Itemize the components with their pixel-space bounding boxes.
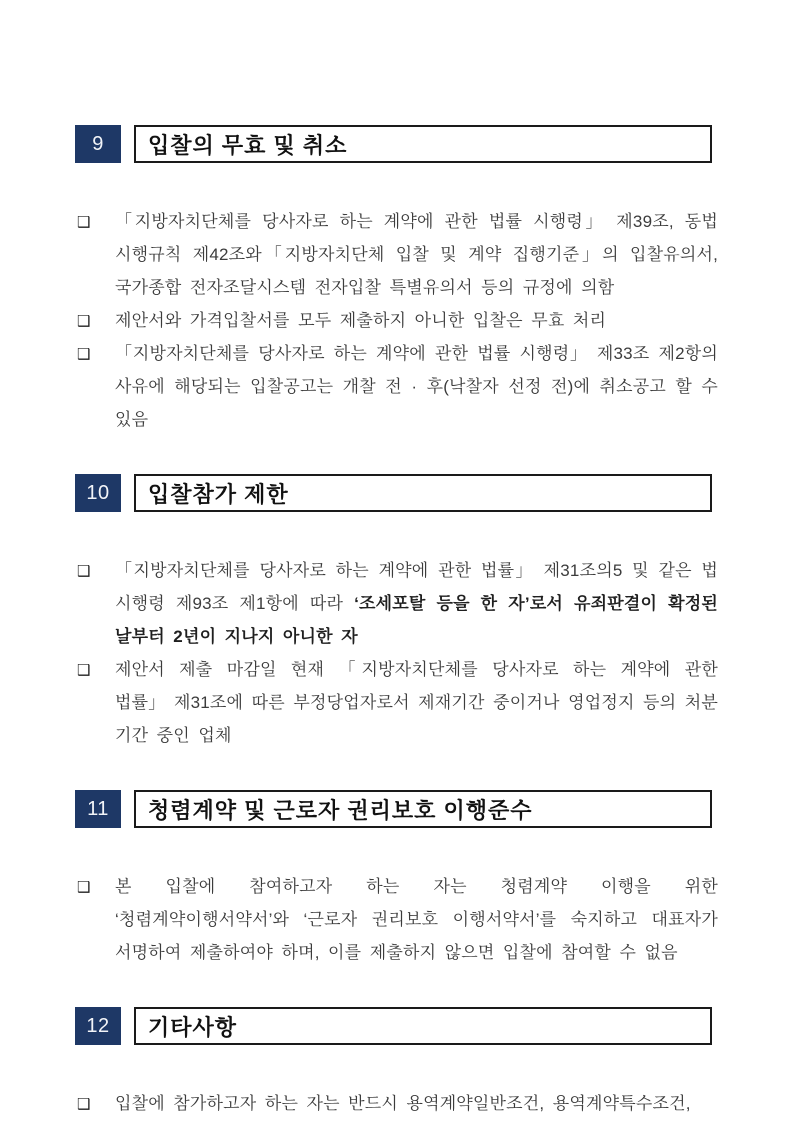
bullet-item-text: 「지방자치단체를 당사자로 하는 계약에 관한 법률 시행령」 제33조 제2항의 사유에 해당되는 입찰공고는 개찰 전 · 후(낙찰자 선정 전)에 취소공고 할 수 있음 xyxy=(115,344,718,429)
section-number-badge: 10 xyxy=(75,474,121,512)
section-12-items xyxy=(75,1087,718,1120)
section-number-badge: 12 xyxy=(75,1007,121,1045)
section-12-header xyxy=(75,1007,718,1045)
square-bullet-icon: ❑ xyxy=(77,662,91,679)
section-integrity-pledge xyxy=(75,790,718,969)
section-title: 입찰참가 제한 xyxy=(148,481,289,507)
section-9-header xyxy=(75,125,718,163)
section-number-badge: 9 xyxy=(75,125,121,163)
square-bullet-icon: ❑ xyxy=(77,1096,91,1113)
square-bullet-icon: ❑ xyxy=(77,346,91,363)
section-title: 기타사항 xyxy=(148,1014,238,1040)
bullet-item xyxy=(75,304,718,337)
bullet-item xyxy=(75,653,718,752)
bullet-item-text: 「지방자치단체를 당사자로 하는 계약에 관한 법률」 제31조의5 및 같은 법 시행령 제93조 제1항에 따라 ‘조세포탈 등을 한 자’로서 유죄판결이 확정된 날부터 2년이 지나지 아니한 자 xyxy=(115,561,718,646)
section-number-badge: 11 xyxy=(75,790,121,828)
section-11-header xyxy=(75,790,718,828)
section-title-box xyxy=(134,790,712,828)
section-9-items xyxy=(75,205,718,436)
section-10-header xyxy=(75,474,718,512)
square-bullet-icon: ❑ xyxy=(77,879,91,896)
bullet-item xyxy=(75,1087,718,1120)
section-title: 입찰의 무효 및 취소 xyxy=(148,132,348,158)
section-10-items xyxy=(75,554,718,752)
section-title-box xyxy=(134,474,712,512)
bullet-item-text: 입찰에 참가하고자 하는 자는 반드시 용역계약일반조건, 용역계약특수조건, xyxy=(115,1094,691,1113)
bullet-item-text: 「지방자치단체를 당사자로 하는 계약에 관한 법률 시행령」 제39조, 동법 시행규칙 제42조와「지방자치단체 입찰 및 계약 집행기준」의 입찰유의서, 국가종합 전자조달시스템 전자입찰 특별유의서 등의 규정에 의함 xyxy=(115,212,718,297)
square-bullet-icon: ❑ xyxy=(77,313,91,330)
bullet-item xyxy=(75,554,718,653)
bullet-item xyxy=(75,870,718,969)
square-bullet-icon: ❑ xyxy=(77,563,91,580)
bullet-item-text: 제안서 제출 마감일 현재 「지방자치단체를 당사자로 하는 계약에 관한 법률」 제31조에 따른 부정당업자로서 제재기간 중이거나 영업정지 등의 처분 기간 중인 업체 xyxy=(115,660,718,745)
section-title: 청렴계약 및 근로자 권리보호 이행준수 xyxy=(148,797,533,823)
bullet-item xyxy=(75,337,718,436)
bullet-item xyxy=(75,205,718,304)
section-title-box xyxy=(134,125,712,163)
section-bid-participation-limit xyxy=(75,474,718,752)
bullet-item-text: 제안서와 가격입찰서를 모두 제출하지 아니한 입찰은 무효 처리 xyxy=(115,311,607,330)
square-bullet-icon: ❑ xyxy=(77,214,91,231)
section-bid-invalidity xyxy=(75,125,718,436)
section-11-items xyxy=(75,870,718,969)
section-title-box xyxy=(134,1007,712,1045)
bullet-item-text: 본 입찰에 참여하고자 하는 자는 청렴계약 이행을 위한 ‘청렴계약이행서약서’와 ‘근로자 권리보호 이행서약서’를 숙지하고 대표자가 서명하여 제출하여야 하며, 이를 제출하지 않으면 입찰에 참여할 수 없음 xyxy=(115,877,718,962)
section-miscellaneous xyxy=(75,1007,718,1120)
